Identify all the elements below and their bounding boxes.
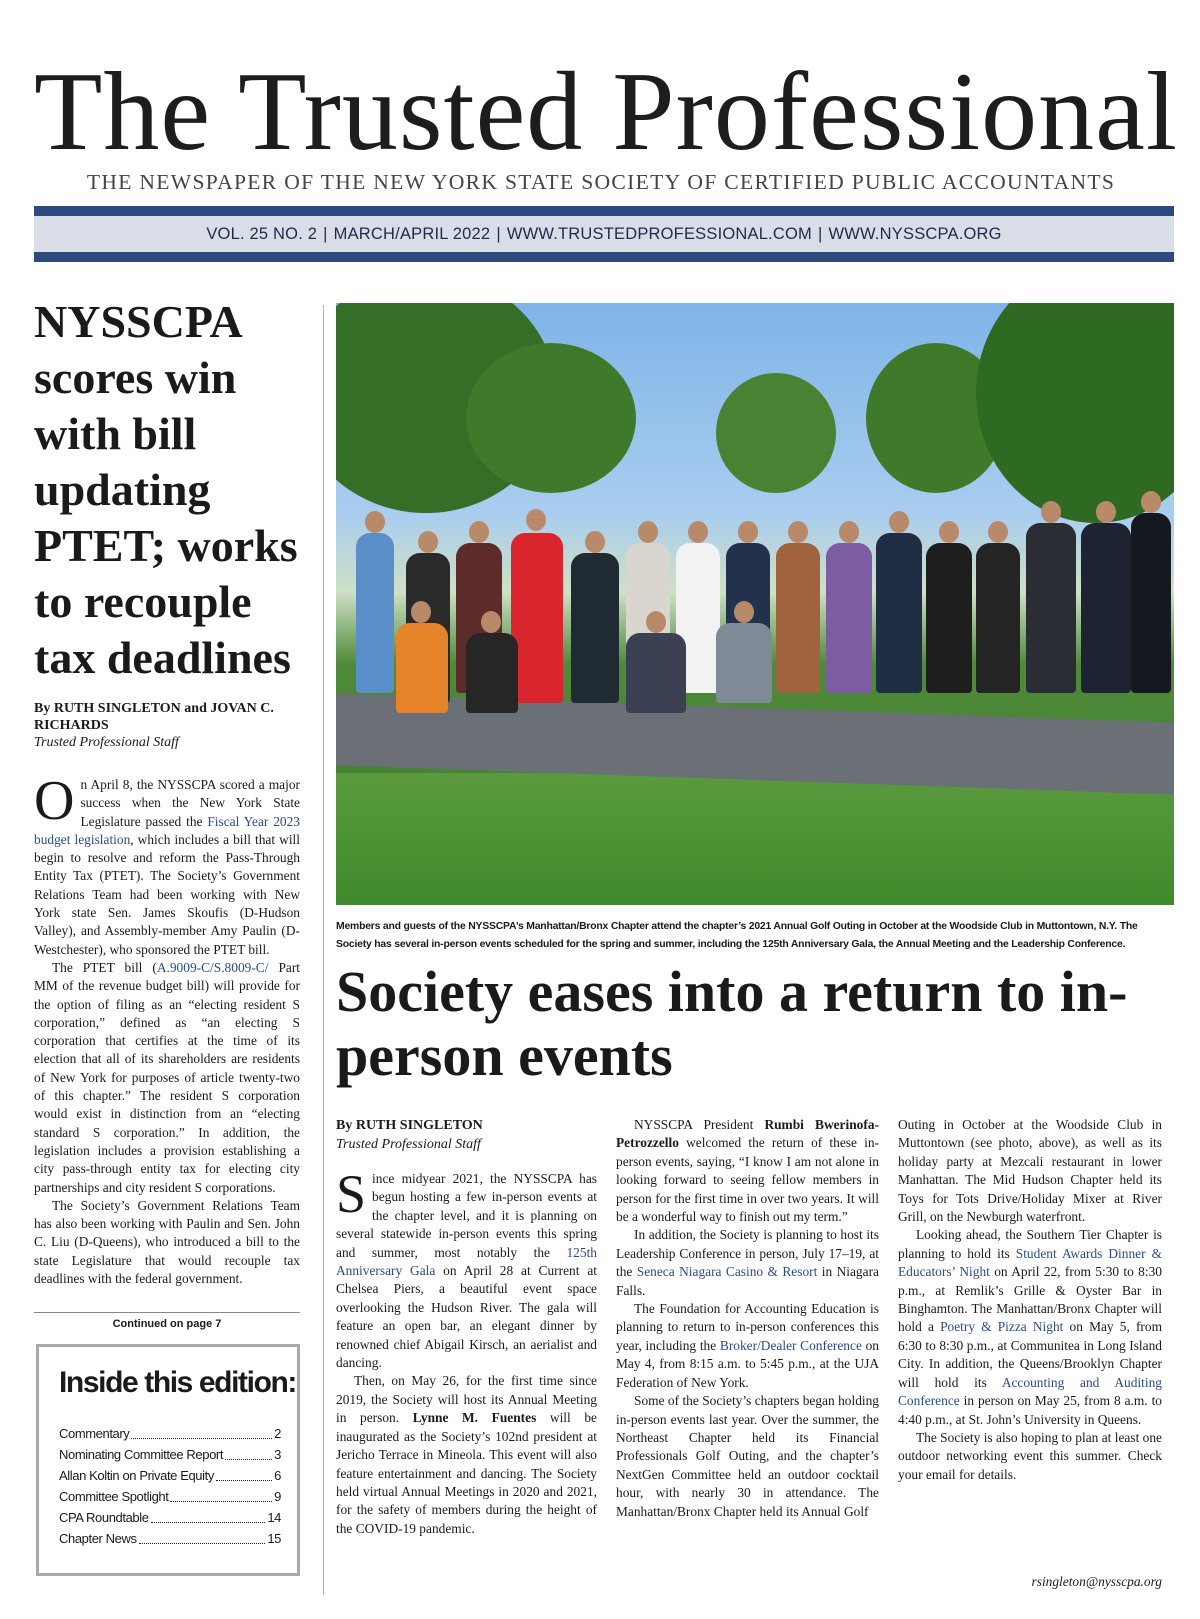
person [1026,523,1076,693]
feature-paragraph [616,1300,879,1392]
text-run: NYSSCPA President [634,1117,765,1132]
feature-paragraph [336,1164,597,1372]
issue-date: MARCH/APRIL 2022 [333,224,491,243]
person-head [688,521,708,543]
continued-rule [34,1312,300,1313]
continued-notice: Continued on page 7 [112,1318,222,1330]
text-run: in person on May 25, from 8 a.m. to 4:40 p.m., at St. John’s University in Queens. [898,1393,1162,1427]
feature-paragraph: Some of the Society’s chapters began holding in-person events last year. Over the summer, the Northeast Chapter held its Financial Professionals Golf Outing, and the chapter’s NextGen Committee held an outdoor cocktail hour, with nearly 30 in attendance. The Manhattan/Bronx Chapter held its Annual Golf [616,1393,879,1519]
lead-paragraph [34,959,300,1197]
person [571,553,619,703]
toc-page: 3 [274,1447,281,1462]
inside-this-edition-box [36,1344,300,1576]
feature-column-1 [336,1164,597,1538]
nysscpa-link[interactable]: WWW.NYSSCPA.ORG [828,224,1002,243]
dropcap: S [336,1164,367,1224]
toc-label: CPA Roundtable [59,1510,149,1525]
feature-column-2 [616,1116,879,1521]
person [1081,523,1131,693]
text-run: The Foundation for Accounting Education is planning to return to in-person conferences this year, including the [616,1301,879,1353]
person [976,543,1020,693]
masthead-title: The Trusted Professional [34,50,1178,174]
seneca-niagara-link[interactable]: Seneca Niagara Casino & Resort [636,1264,818,1280]
person [396,623,448,713]
toc-leader [170,1486,272,1502]
person [716,623,772,703]
toc-page: 15 [267,1531,281,1546]
person-head [1141,491,1161,513]
issue-bar [34,206,1174,262]
person-head [889,511,909,533]
golf-outing-photo [336,303,1174,905]
feature-paragraph [616,1226,879,1300]
lead-story-body [34,770,301,1288]
person [1131,513,1171,693]
toc-label: Commentary [59,1426,130,1441]
toc-leader [216,1465,272,1481]
toc-label: Nominating Committee Report [59,1447,224,1462]
broker-dealer-link[interactable]: Broker/Dealer Conference [719,1337,862,1353]
toc-page: 6 [274,1468,281,1483]
toc-page: 14 [267,1510,281,1525]
trustedprofessional-link[interactable]: WWW.TRUSTEDPROFESSIONAL.COM [506,224,812,243]
person-name: Lynne M. Fuentes [412,1410,537,1426]
person-head [646,611,666,633]
person-head [469,521,489,543]
person-head [839,521,859,543]
photo-caption: Members and guests of the NYSSCPA’s Manhattan/Bronx Chapter attend the chapter’s 2021 Annual Golf Outing in October at the Woodside Club in Muttontown, N.Y. The Society has several in-person events scheduled for the spring and summer, including the 125th Anniversary Gala, the Annual Meeting and the Leadership Conference. [336,921,1138,950]
inside-title: Inside this edition: [59,1366,297,1399]
toc-label: Committee Spotlight [59,1489,169,1504]
person-head [526,509,546,531]
feature-paragraph [336,1372,597,1538]
person [466,633,518,713]
feature-paragraph: The Society is also hoping to plan at least one outdoor networking event this summer. Check your email for details. [898,1429,1162,1482]
poetry-pizza-link[interactable]: Poetry & Pizza Night [940,1319,1064,1335]
lawn [336,773,1174,905]
toc-item[interactable] [59,1444,281,1465]
tree [976,303,1174,523]
feature-byline [336,1116,596,1154]
issue-volume: VOL. 25 NO. 2 [206,224,318,243]
dropcap: O [34,770,75,832]
toc-item[interactable] [59,1507,281,1528]
feature-headline: Society eases into a return to in-person events [336,959,1128,1088]
tree [466,343,636,493]
text-run: n April 8, the NYSSCPA scored a major success when the New York State Legislature passed the [80,777,300,829]
text-run: ince midyear 2021, the NYSSCPA has begun hosting a few in-person events at the chapter level, and it is planning on several statewide in-person events this spring and summer, most notably the [336,1171,597,1260]
person [511,533,563,703]
text-run: on April 22, from 5:30 to 8:30 p.m., at Remlik’s Grille & Oyster Bar in Binghamton. The Manhattan/Bronx Chapter will hold a [898,1264,1162,1335]
feature-column-3 [898,1116,1162,1484]
toc-item[interactable] [59,1465,281,1486]
text-run: , which includes a bill that will begin to resolve and reform the Pass-Through Entity Tax (PTET). The Society’s Government Relations Team had been working with New York state Sen. James Skoufis (D-Hudson Valley), and Assembly-member Amy Paulin (D-Westchester), who sponsored the PTET bill. [34,831,300,957]
author-email[interactable]: rsingleton@nysscpa.org [1031,1574,1162,1589]
lead-paragraph [34,770,300,959]
text-run: Then, on May 26, for the first time since 2019, the Society will host its Annual Meeting in person. [336,1373,597,1426]
person-head [988,521,1008,543]
feature-paragraph [616,1116,879,1226]
person-head [734,601,754,623]
lead-headline: NYSSCPA scores win with bill updating PTET; works to recouple tax deadlines [34,296,298,683]
feature-paragraph: Outing in October at the Woodside Club in Muttontown (see photo, above), as well as its holiday party at Mezcali restaurant in lower Manhattan. The Mid Hudson Chapter held its Toys for Tots Drive/Holiday Mixer at River Grill, on the Newburgh waterfront. [898,1117,1162,1225]
person [776,543,820,693]
text-run: in Niagara Falls. [616,1264,879,1298]
toc-leader [225,1444,272,1460]
text-run: on May 4, from 8:15 a.m. to 5:45 p.m., at the UJA Federation of New York. [616,1337,879,1390]
text-run: welcomed the return of these in-person events, saying, “I know I am not alone in looking forward to seeing fellow members in person for the first time in over two years. It will be a wonderful way to finish out my term.” [616,1135,879,1225]
toc-item[interactable] [59,1486,281,1507]
lead-paragraph: The Society’s Government Relations Team has also been working with Paulin and Sen. John C. Liu (D-Queens), who introduced a bill to the state Legislature that would recouple tax deadlines with the federal government. [34,1197,300,1287]
person-head [939,521,959,543]
person [926,543,972,693]
person [356,533,394,693]
issue-separator: | [817,224,823,243]
toc-leader [131,1423,272,1439]
text-run: will be inaugurated as the Society’s 102nd president at Jericho Terrace in Mineola. This event will also feature entertainment and dancing. The Society held virtual Annual Meetings in 2020 and 2021, for the safety of members during the height of the COVID-19 pandemic. [336,1410,597,1536]
fy2023-budget-link[interactable]: Fiscal Year 2023 budget legislation [34,813,300,847]
toc-label: Allan Koltin on Private Equity [59,1468,214,1483]
toc-label: Chapter News [59,1531,137,1546]
text-run: on April 28 at Current at Chelsea Piers, a beautiful event space overlooking the Hudson River. The gala will feature an open bar, an elegant dinner by renowned chief Abigail Kirsch, an aerialist and dancing. [336,1263,597,1371]
toc-page: 9 [274,1489,281,1504]
person-head [365,511,385,533]
person [876,533,922,693]
lead-byline-role: Trusted Professional Staff [34,735,179,750]
person-head [1096,501,1116,523]
text-run: on May 5, from 6:30 to 8:30 p.m., at Communitea in Long Island City. In addition, the Queens/Brooklyn Chapter will hold its [898,1319,1162,1390]
person-head [1041,501,1061,523]
text-run: Part MM of the revenue budget bill) will provide for the option of filing as an “electing resident S corporation,” defined as “an electing S corporation that certifies at the time of its election that all of its shareholders are residents of New York for purposes of article twenty-two of this chapter.” The resident S corporation would exist in distinction from an “electing standard S corporation.” In addition, the legislation includes a provision establishing a city pass-through entity tax for electing city partnerships and city resident S corporations. [34,959,301,1195]
text-run: In addition, the Society is planning to host its Leadership Conference in person, July 17–19, at the [616,1227,879,1280]
issue-separator: | [323,224,328,243]
toc-page: 2 [274,1426,281,1441]
lead-byline [34,700,304,751]
student-awards-link[interactable]: Student Awards Dinner & Educators’ Night [898,1245,1162,1280]
feature-byline-role: Trusted Professional Staff [336,1137,481,1152]
person [626,633,686,713]
issue-separator: | [496,224,501,243]
toc-leader [151,1507,266,1523]
person-head [418,531,438,553]
person-head [738,521,758,543]
feature-byline-name: By RUTH SINGLETON [336,1118,483,1133]
masthead-subtitle: THE NEWSPAPER OF THE NEW YORK STATE SOCIETY OF CERTIFIED PUBLIC ACCOUNTANTS [86,170,1116,194]
person-head [585,531,605,553]
person-head [481,611,501,633]
person-name: Rumbi Bwerinofa-Petrozzello [616,1117,879,1151]
ptet-bill-link[interactable]: A.9009-C/S.8009-C/ [156,959,269,975]
person-head [788,521,808,543]
toc-leader [139,1528,266,1544]
text-run: Looking ahead, the Southern Tier Chapter is planning to hold its [898,1227,1162,1261]
person [826,543,872,693]
lead-byline-names: By RUTH SINGLETON and JOVAN C. RICHARDS [34,701,274,733]
person-head [638,521,658,543]
person-head [411,601,431,623]
accounting-auditing-link[interactable]: Accounting and Auditing Conference [898,1374,1162,1409]
toc-item[interactable] [59,1423,281,1444]
text-run: The PTET bill ( [52,959,157,975]
toc-item[interactable] [59,1528,281,1549]
tree [716,373,836,493]
anniversary-gala-link[interactable]: 125th Anniversary Gala [336,1244,597,1279]
feature-paragraph [898,1226,1162,1428]
